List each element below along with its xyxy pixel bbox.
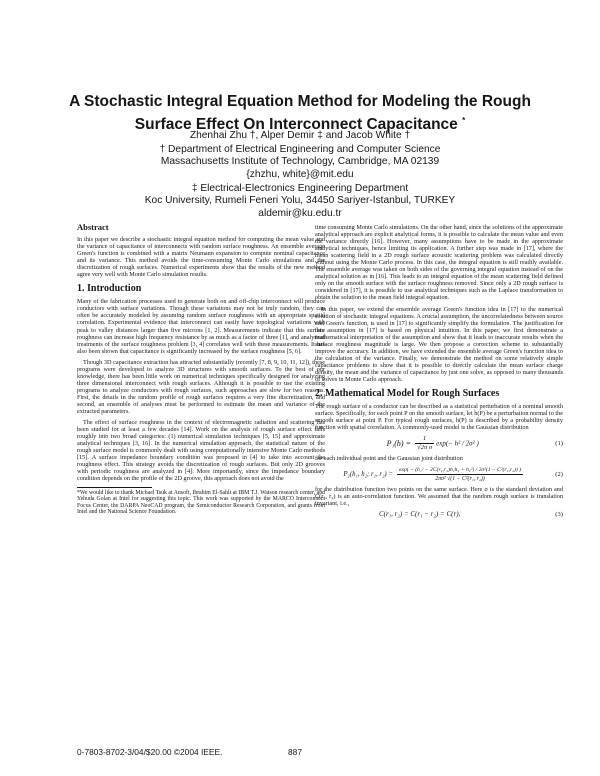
right-paragraph-2: In this paper, we extend the ensemble average Green's function idea in [17] to the numerical solution of stochastic integral equations. A crucial assumption, the uncorrelatedness between source and Green's function, is used in [17] to significantly simplify the formulation. The justification for this assumption in [17] is based on physical intuition. In this paper, we first demonstrate a mathematical interpretation of the assumption and show that it leads to inaccurate results when the surface roughness magnitude is large. We then propose a correction scheme to substantially improve the accuracy. In addition, we have extended the ensemble average Green's function idea to the calculation of the variance. Finally, we demonstrate the method on some relatively simple capacitance problems to show that it is possible to directly calculate the mean surface charge density, the mean and the variance of capacitance by just one solve, as opposed to many thousands of solves in Monte Carlo approach. — [315, 305, 563, 383]
affiliation-mit — [40, 144, 560, 181]
title-footnote-mark: * — [462, 116, 466, 125]
equation-2-fraction: $\frac{\text{exp( − (h₁² − 2C(r₁,r₂)h₁h₂ + h₂²) / 2σ²(1 − C²(r₁,r₂)) )}}{\text{2πσ² √(1 − C²(r₁, r₂))}}$ — [399, 467, 521, 483]
right-paragraph-1: time consuming Monte Carlo simulations. On the other hand, since the solutions of the approximate analytical approach are explicit analytical forms, it is possible to calculate the mean value and even the variance directly [16]. However, many assumptions have to be made in the approximate analytical techniques, hence limiting its application. A further step was made in [17], where the mean scattering field in a 2D rough surface acoustic scattering problem was calculated directly without using the Monte Carlo process. In this case, the integral equation is still readily available. The ensemble average was taken on both sides of the governing integral equation instead of on the analytical solution as in [16]. This leads to an integral equation of the mean scattering field defined only on the smooth surface with the surface roughness removed. Since only a 2D rough surface is considered in [17], it is possible to use analytical techniques such as the Laplace transformation to obtain the solution to the mean field integral equation. — [315, 224, 563, 302]
intro-paragraph-1: Many of the fabrication processes used to generate both on and off-chip interconnect will produce conductors with surface variations. Though these variations may not be truly random, they can often be accurately modeled by assuming random surface roughness with an appropriate spatial correlation. Experimental evidence that interconnect can easily have topological variations with peak to valley distances larger than five microns [1, 2]. Measurements indicate that this surface roughness can increase high frequency resistance by as much as a factor of three [1], and analytical treatments of the surface roughness problem [3, 4] correlates well with these measurements. It has also been shown that capacitance is significantly increased by the surface roughness [5, 6]. — [77, 298, 325, 355]
affiliation-koc-dept: ‡ Electrical-Electronics Engineering Department — [191, 183, 409, 194]
footnote-text: *We would like to thank Michael Tsuk at Ansoft, Ibrahim El-Sahli at IBM T.J. Watson research center, and Yehuda Golan at Intel for suggesting this topic. This work was supported by the MARCO Interconnect Focus Center, the DARPA NeoCAD program, the Semiconductor Research Corporation, and grants from Intel and the National Science Foundation. — [77, 489, 325, 516]
affiliation-mit-email: {zhzhu, white}@mit.edu — [246, 168, 354, 180]
affiliation-koc — [40, 183, 560, 220]
page-number: 887 — [288, 747, 302, 757]
affiliation-mit-dept: † Department of Electrical Engineering and Computer Science — [159, 144, 441, 155]
equation-3-body: C(r₁, r₂) = C(r₁ − r₂) = C(r), — [379, 510, 461, 519]
equation-2-lhs: P₂(h₁, h₂; r₁, r₂) = — [343, 471, 393, 479]
abstract-heading: Abstract — [77, 222, 109, 232]
section-2-heading: 2. Mathematical Model for Rough Surfaces — [315, 388, 500, 400]
title-line-1: A Stochastic Integral Equation Method for Modeling the Rough — [69, 93, 531, 110]
affiliation-mit-address: Massachusetts Institute of Technology, Cambridge, MA 02139 — [160, 156, 440, 168]
equation-1-number: (1) — [555, 440, 563, 448]
equation-1 — [315, 435, 563, 452]
affiliation-koc-email: aldemir@ku.edu.tr — [258, 207, 342, 219]
abstract-text: In this paper we describe a stochastic integral equation method for computing the mean value and the variance of capacitance of interconnects with random surface roughness. An ensemble average Green's function is combined with a matrix Neumann expansion to compute nominal capacitance and its variance. This method avoids the time-consuming Monte Carlo simulations and the discretization of rough surfaces. Numerical experiments show that the results of the new method agree very well with Monte Carlo simulation results. — [77, 236, 325, 279]
author-list: Zhenhai Zhu †, Alper Demir ‡ and Jacob White † — [189, 130, 411, 141]
left-column — [77, 224, 325, 516]
footnote-rule — [77, 487, 152, 488]
equation-1-exponential: exp(− h² / 2σ² ) — [436, 439, 479, 448]
title-line-2: Surface Effect On Interconnect Capacitance * — [134, 116, 466, 134]
equation-1-lhs: P₁(h) = — [386, 439, 411, 449]
intro-paragraph-2: Though 3D capacitance extraction has attracted substantially (recently [7, 8, 9, 10, 11, 12]), these programs were developed to analyze 3D structures with smooth surfaces. To the best of our knowledge, there has been little work on numerical techniques specifically designed for analyzing three dimensional interconnect with rough surfaces. Although it is possible to use the existing programs to analyze conductors with rough surfaces, such approaches are slow for two reasons. First, the details in the random profile of rough surfaces requires a very fine discretization, and second, an ensemble of analyses must be performed to estimate the mean and variance of the extracted parameters. — [77, 358, 325, 416]
right-column — [315, 224, 563, 521]
equation-3-number: (3) — [555, 511, 563, 519]
section-2-paragraph-2: for each individual point and the Gaussian joint distribution — [315, 455, 463, 463]
section-1-heading: 1. Introduction — [77, 283, 142, 295]
section-2-paragraph-3: for the distribution function two points on the same surface. Here σ is the standard deviation and C(r₁, r₂) is an auto-correlation function. We assumed that the random rough surface is translation invariant, i.e., — [315, 486, 563, 508]
section-2-paragraph-1: The rough surface of a conductor can be described as a statistical perturbation of a nominal smooth surface. Specifically, for each point P on the smooth surface, let h(P) be a perturbation normal to the smooth surface at point P. For typical rough surfaces, h(P) is described by a probability density function with spatial correlation. A commonly-used model is the Gaussian distribution — [315, 403, 563, 432]
equation-3 — [315, 511, 563, 518]
affiliation-koc-address: Koc University, Rumeli Feneri Yolu, 34450 Sariyer-Istanbul, TURKEY — [144, 195, 456, 207]
equation-2 — [315, 466, 563, 483]
equation-2-number: (2) — [555, 471, 563, 479]
paper-title — [40, 92, 560, 134]
copyright-line: 0-7803-8702-3/04/$20.00 ©2004 IEEE. — [77, 747, 223, 757]
equation-1-coefficient: $\frac{1}{\text{√2π σ}}$ — [417, 435, 433, 452]
intro-paragraph-3: The effect of surface roughness in the context of electromagnetic radiation and scattering has been studied for at least a few decades [14]. Work on the analysis of rough surface effect falls roughly into two broad categories: (1) numerical simulation techniques [5, 15] and approximate analytical techniques [3, 16]. In the numerical simulation approach, the statistical nature of the rough surface model is commonly dealt with using computationally intensive Monte Carlo methods [15]. A surface impedance boundary condition was proposed in [4] to take into account the roughness effect. This strategy avoids the discretization of rough surfaces. But only 2D grooves with periodic roughness are analyzed in [4]. More importantly, since the impedance boundary condition depends on the profile of the 2D groove, this approach does not avoid the — [77, 419, 325, 483]
